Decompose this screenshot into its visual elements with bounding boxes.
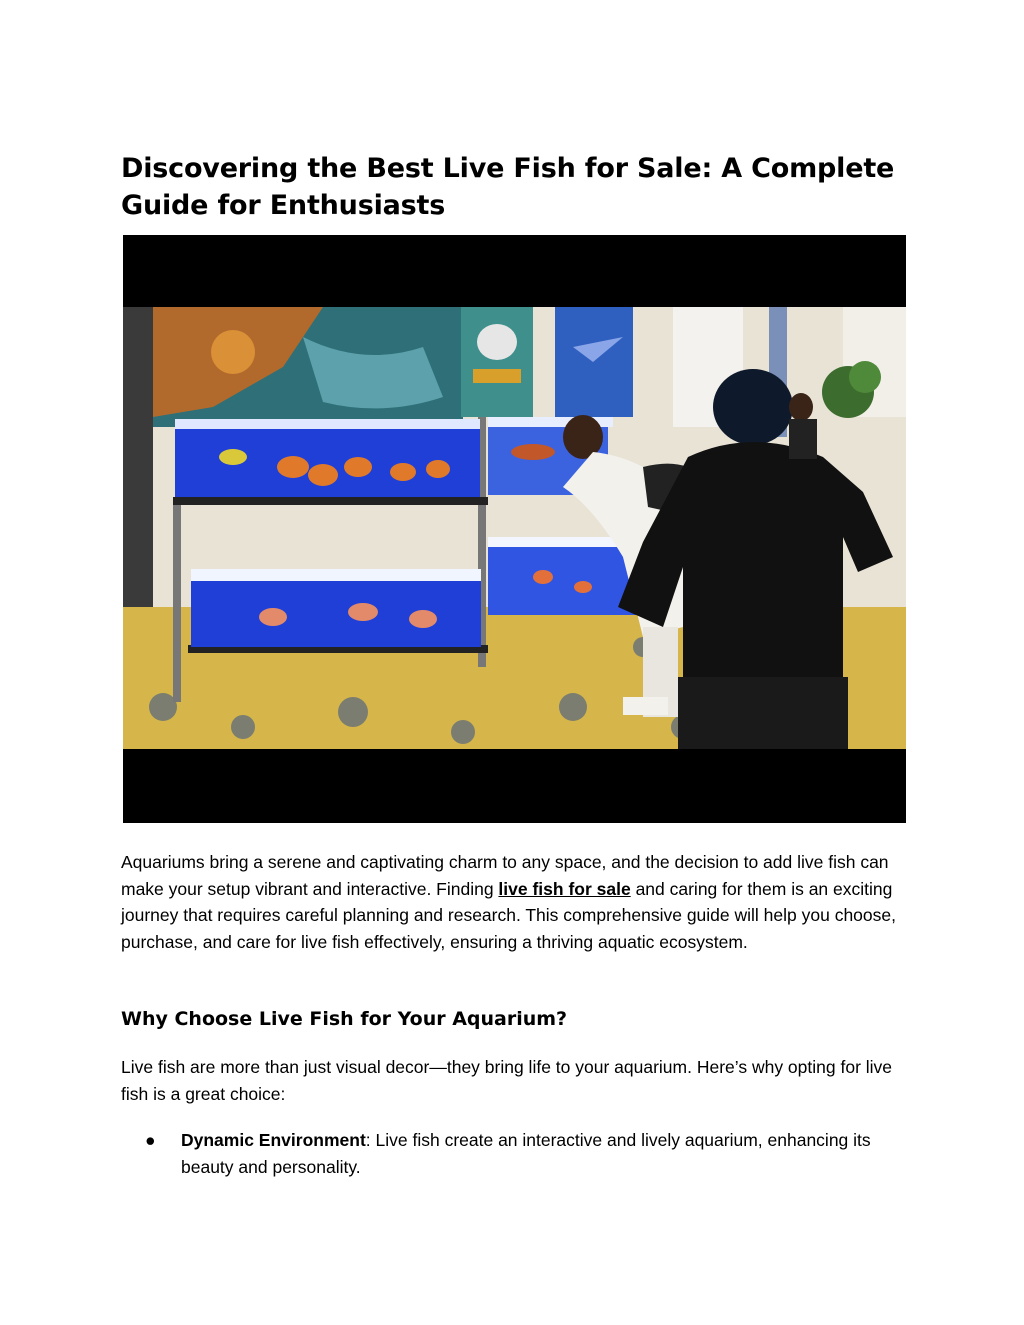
hero-image: [123, 235, 906, 823]
list-item: [121, 1127, 911, 1180]
benefits-list: [121, 1127, 911, 1180]
section-intro-paragraph: Live fish are more than just visual decor—they bring life to your aquarium. Here’s why opting for live fish is a great choice:: [121, 1057, 893, 1104]
live-fish-for-sale-link[interactable]: live fish for sale: [498, 878, 631, 899]
intro-paragraph: [121, 849, 911, 955]
intro-text-start: Aquariums bring a serene and captivating charm to any space, and the decision to add live fish can make your setup vibrant and interactive. Finding: [121, 852, 889, 899]
list-item-text: : Live fish create an interactive and lively aquarium, enhancing its beauty and personality.: [181, 1130, 871, 1177]
section-heading: Why Choose Live Fish for Your Aquarium?: [121, 1008, 568, 1030]
bullet-icon: ●: [145, 1130, 156, 1150]
list-item-term: Dynamic Environment: [181, 1130, 366, 1150]
page-title: Discovering the Best Live Fish for Sale: A Complete Guide for Enthusiasts: [121, 153, 895, 221]
aquarium-store-photo-icon: [123, 235, 906, 823]
intro-text-end: and caring for them is an exciting journey that requires careful planning and research. This comprehensive guide will help you choose, purchase, and care for live fish effectively, ensuring a thriving aquatic ecosystem.: [121, 878, 896, 952]
